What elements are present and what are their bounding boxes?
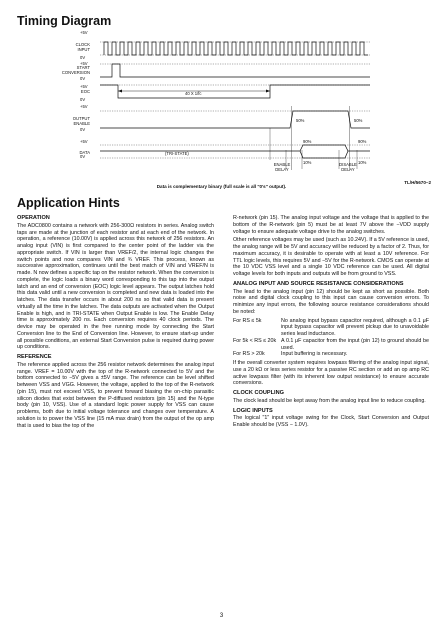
section-heading: REFERENCE — [17, 354, 52, 360]
start-conversion-label: START CONVERSION — [61, 65, 90, 75]
section-heading: ANALOG INPUT AND SOURCE RESISTANCE CONSIDERATIONS — [233, 280, 404, 287]
right-column — [233, 215, 429, 431]
paragraph: Other reference voltages may be used (such as 10.24V). If a 5V reference is used, the analog range will be 5V and accuracy will be reduced by a factor of 2. Thus, for maximum accuracy, it is desirable to operate with at least a 10V reference. For TTL logic levels, this requires 5V and −5V for the R-network. CMOS can operate at the 10 VDC VSS level and a single 10 VDC reference can be used. All digital voltage levels for both inputs and outputs will be from ground to VSS. — [233, 237, 429, 277]
pct10-b-label: 10% — [358, 160, 367, 165]
resistance-note: No analog input bypass capacitor required, although a 0.1 μF input bypass capacitor will prevent pickup due to unavoidable series lead inductance. — [281, 317, 429, 337]
pct90-a-label: 90% — [303, 139, 312, 144]
pct90-b-label: 90% — [358, 139, 367, 144]
disable-delay-label: DISABLE DELAY — [339, 162, 357, 172]
source-resistance-table — [233, 318, 429, 359]
eoc-label: EOC — [80, 89, 90, 94]
resistance-condition: For 5k < RS ≤ 20k — [233, 337, 277, 344]
clock-high-label: +5V — [80, 30, 88, 35]
start-high-label: +5V — [80, 61, 88, 66]
data-label: DATA — [79, 150, 90, 155]
resistance-note: A 0.1 μF capacitor from the input (pin 12) to ground should be used. — [281, 337, 429, 351]
section-heading: CLOCK COUPLING — [233, 390, 284, 396]
timing-diagram-title: Timing Diagram — [17, 14, 112, 28]
clock-low-label: 0V — [80, 55, 86, 60]
table-row — [233, 318, 429, 338]
figure-number: TL/H/5670–2 — [404, 180, 431, 185]
pct50-a-label: 50% — [296, 118, 305, 123]
paragraph: R-network (pin 15). The analog input voltage and the voltage that is applied to the bottom of the R-network (pin 5) must be at least 7V above the −VDD supply voltage to ensure adequate voltage drive to the analog switches. — [233, 215, 429, 235]
paragraph: The logical "1" input voltage swing for the Clock, Start Conversion and Output Enable should be (VSS − 1.0V). — [233, 415, 429, 428]
paragraph: The clock lead should be kept away from the analog input line to reduce coupling. — [233, 397, 426, 404]
paragraph: If the overall converter system requires lowpass filtering of the analog input signal, use a 20 kΩ or less series resistor for a passive RC section or add an op amp RC active lowpass filter (with its inherent low output resistance) to ensure accurate conversions. — [233, 360, 429, 387]
eoc-high-label: +5V — [80, 84, 88, 89]
paragraph: The reference applied across the 256 resistor network determines the analog input range. VREF = 10.00V with the top of the R-network connected to 5V and the bottom connected to −5V gives a ±5V range. The reference can be level shifted between VSS and VGG. However, the voltage, applied to the top of the R-network (pin 15), must not exceed VSS, to prevent forward biasing the on-chip parasitic silicon diodes that exist between the P-diffused resistors (pin 15) and the N-type body (pin 10, VSS). Use of a standard logic power supply for VSS can cause problems, both due to initial voltage tolerance and changes over temperature. A solution is to power the VSS line (15 mA max drain) from the output of the op amp that is used to bias the top of the — [17, 361, 214, 429]
pct10-a-label: 10% — [303, 160, 312, 165]
output-enable-label: OUTPUT ENABLE — [72, 116, 90, 126]
enable-delay-label: ENABLE DELAY — [273, 162, 291, 172]
paragraph: The lead to the analog input (pin 12) should be kept as short as possible. Both noise and digital clock coupling to this input can cause conversion errors. To minimize any input errors, the following source resistance considerations should be noted: — [233, 288, 429, 315]
start-low-label: 0V — [80, 76, 86, 81]
left-column — [17, 212, 214, 431]
resistance-note: Input buffering is necessary. — [281, 351, 348, 358]
eoc-low-label: 0V — [80, 97, 86, 102]
data-high-label: +5V — [80, 139, 88, 144]
section-heading: OPERATION — [17, 215, 50, 221]
clock-input-label: CLOCK INPUT — [75, 42, 90, 52]
page-number: 3 — [219, 613, 224, 619]
oe-high-label: +5V — [80, 104, 88, 109]
table-row — [233, 338, 429, 352]
data-low-label: 0V — [80, 154, 86, 159]
oe-low-label: 0V — [80, 127, 86, 132]
paragraph: The ADC0800 contains a network with 256-300Ω resistors in series. Analog switch taps are made at the junction of each resistor and at each end of the network. In operation, a reference (10.00V) is applied across this network of 256 resistors. An analog input (VIN) is first compared to the center point of the ladder via the appropriate switch. If VIN is larger than VREF/2, the internal logic changes the switch points and now compares VIN and ¾ VREF. This process, known as successive approximation, continues until the best match of VIN and VREF/N is made. N now defines a specific tap on the resistor network. When the conversion is complete, the logic loads a binary word corresponding to this tap into the output latch and an end of conversion (EOC) logic level appears. The output latches hold this data valid until a new conversion is completed and new data is loaded into the latches. The data transfer occurs in about 200 ns so that valid data is present virtually all the time in the latches. The data outputs are activated when the Output Enable is high, and in TRI-STATE when Output Enable is low. The Enable Delay time is approximately 200 ns. Each conversion requires 40 clock periods. The device may be operated in the free running mode by connecting the Start Conversion line to the End of Conversion line. However, to ensure start-up under all possible conditions, an external Start Conversion pulse is required during power up conditions. — [17, 222, 214, 351]
resistance-condition: For RS ≤ 5k — [233, 317, 262, 324]
figure-caption: Data is complementary binary (full scale is all "0's" output). — [156, 184, 287, 189]
table-row — [233, 351, 429, 358]
resistance-condition: For RS > 20k — [233, 351, 265, 358]
pct50-b-label: 50% — [354, 118, 363, 123]
interval-label: 40 X 1/fc — [185, 91, 202, 96]
section-heading: LOGIC INPUTS — [233, 407, 273, 414]
application-hints-title: Application Hints — [17, 196, 120, 210]
timing-diagram — [0, 0, 443, 195]
tristate-label: (TRI-STATE) — [165, 151, 189, 156]
